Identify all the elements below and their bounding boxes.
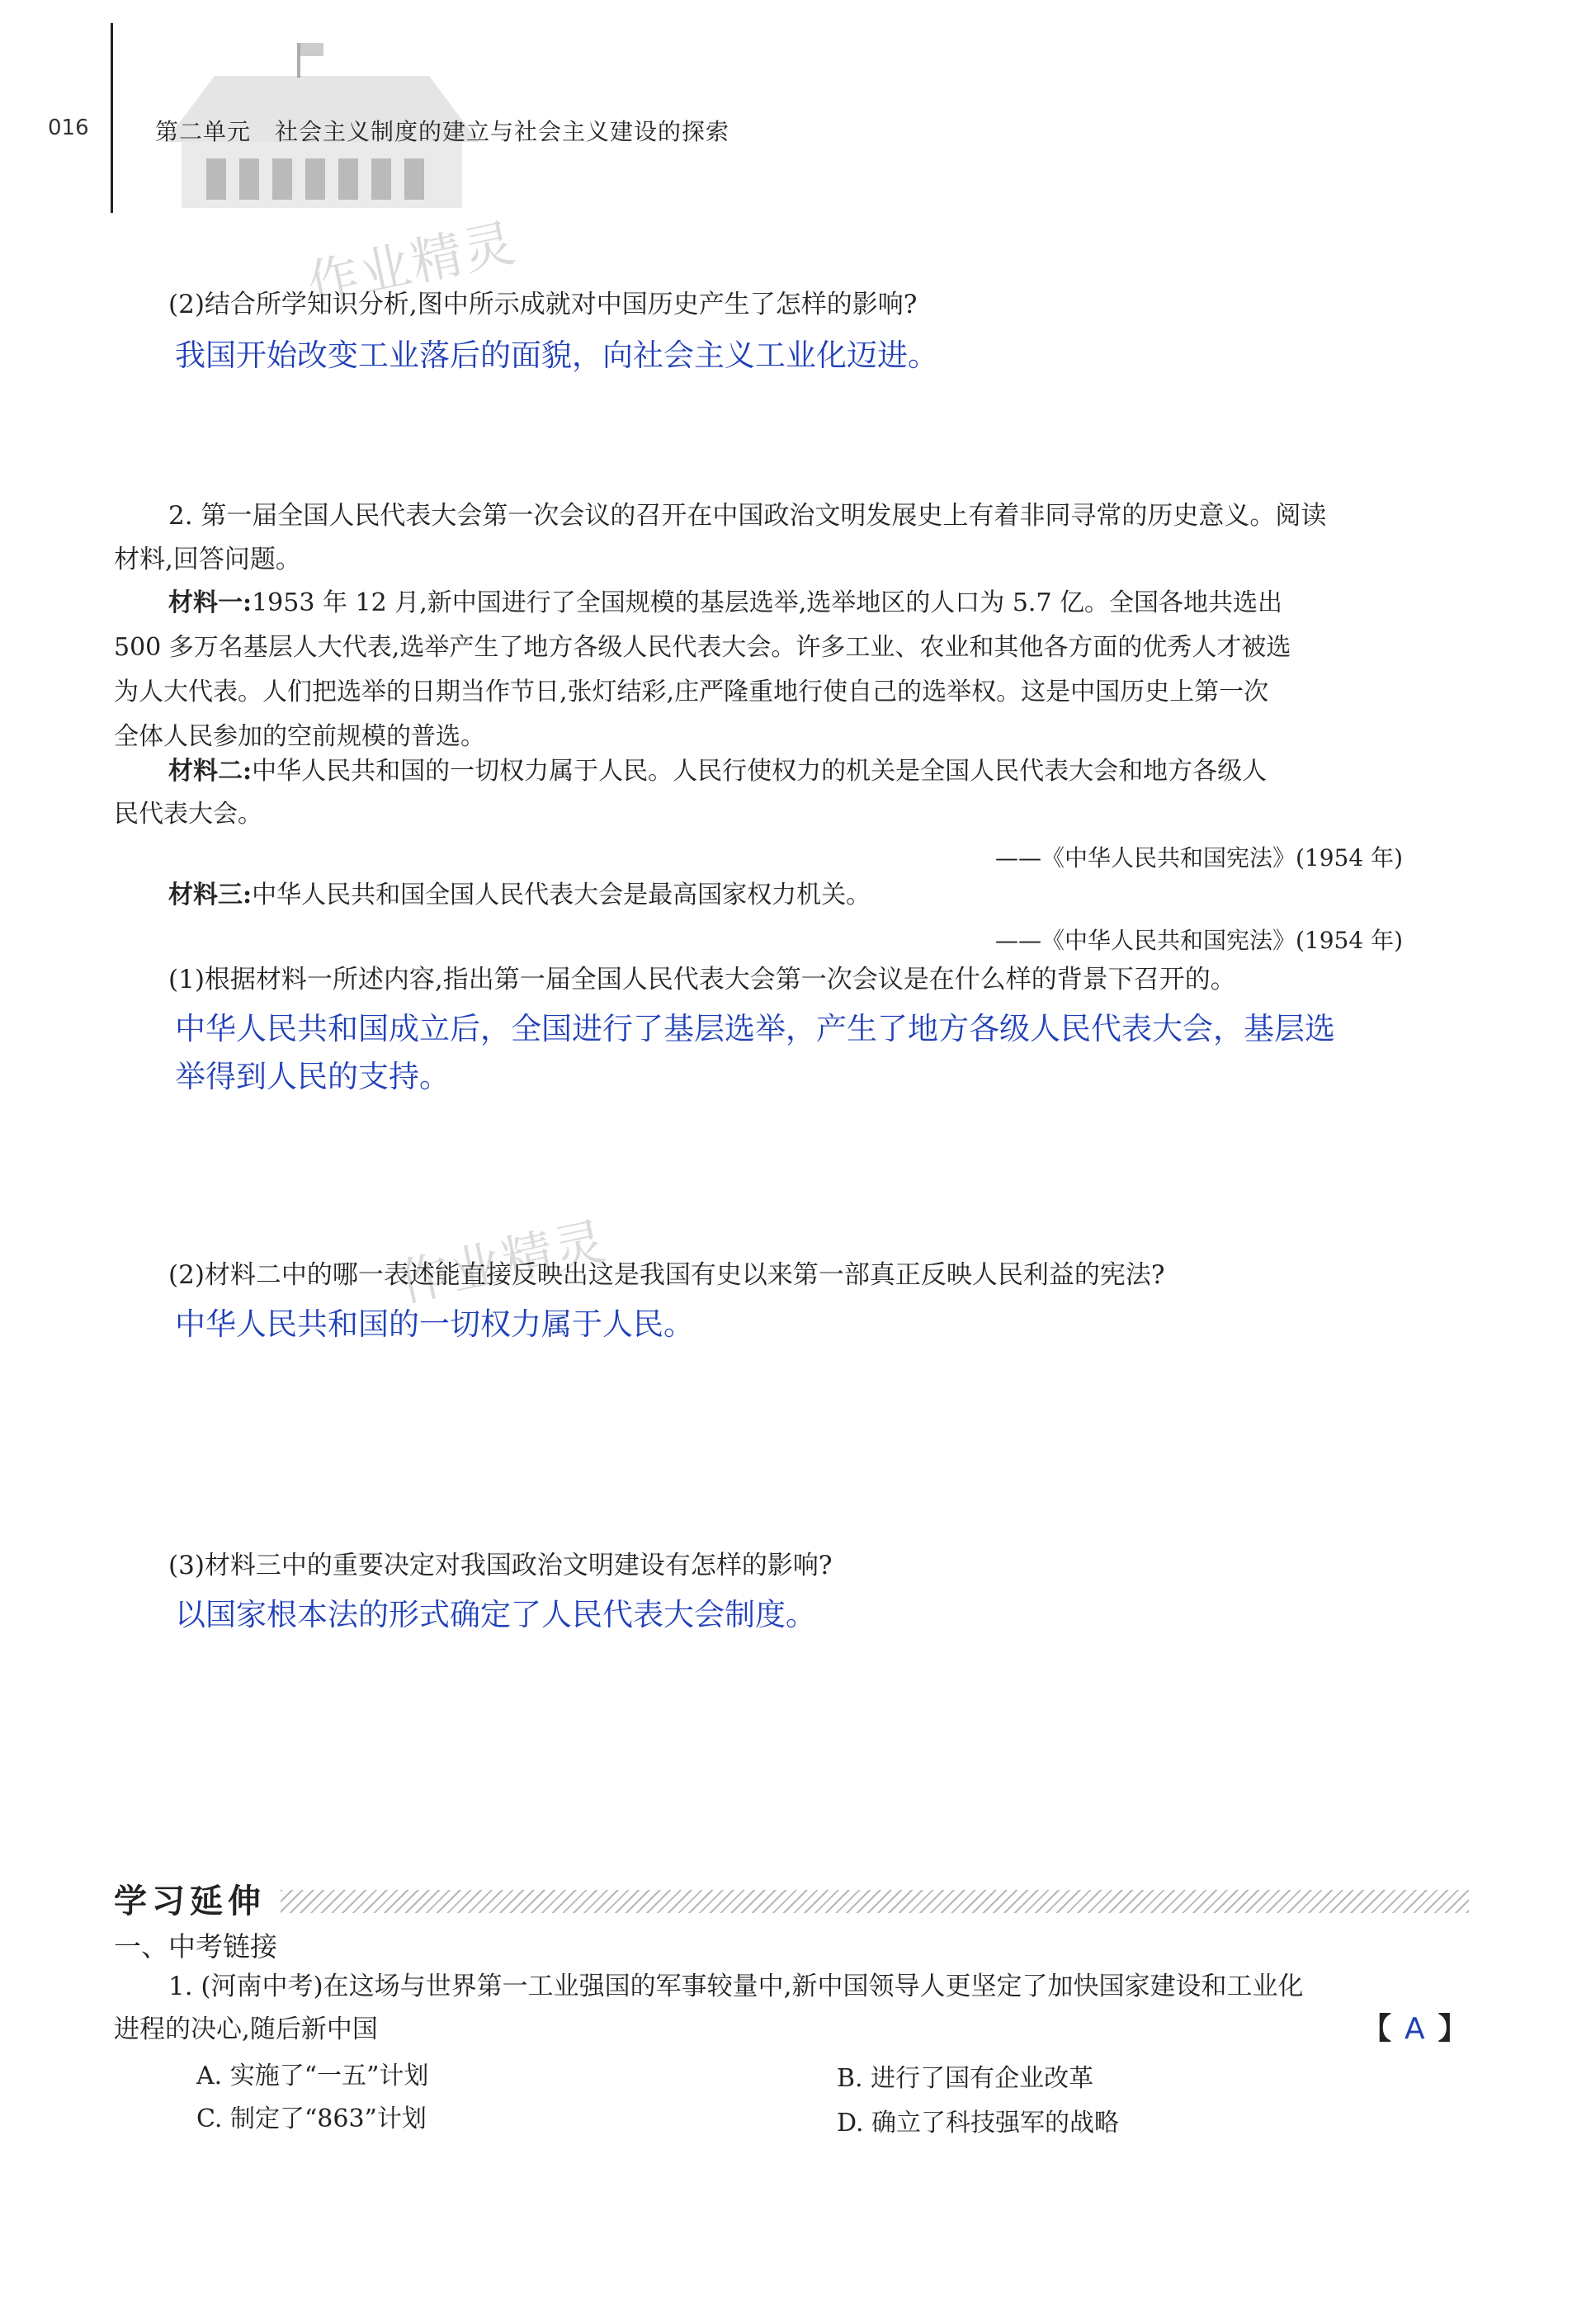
material-1-line2: 500 多万名基层人大代表,选举产生了地方各级人民代表大会。许多工业、农业和其他各方面的优秀人才被选 [114,633,1291,662]
answer-bracket: 【 A 】 [1362,2012,1468,2046]
subsection-title: 一、中考链接 [114,1930,277,1963]
answer-2-3: 以国家根本法的形式确定了人民代表大会制度。 [175,1597,816,1632]
question-2-3: (3)材料三中的重要决定对我国政治文明建设有怎样的影响? [168,1551,833,1580]
answer-choice: A [1405,2012,1425,2046]
question-2-2: (2)材料二中的哪一表述能直接反映出这是我国有史以来第一部真正反映人民利益的宪法? [168,1260,1165,1290]
extension-question-1-line2: 进程的决心,随后新中国 [114,2015,378,2044]
option-c: C. 制定了“863”计划 [196,2104,427,2133]
question-2-1: (1)根据材料一所述内容,指出第一届全国人民代表大会第一次会议是在什么样的背景下召开的。 [168,965,1236,994]
question-1-2: (2)结合所学知识分析,图中所示成就对中国历史产生了怎样的影响? [168,290,918,319]
option-a: A. 实施了“一五”计划 [196,2062,429,2090]
extension-question-1-line1: 1. (河南中考)在这场与世界第一工业强国的军事较量中,新中国领导人更坚定了加快国家建设和工业化 [168,1972,1304,2001]
answer-2-1-line2: 举得到人民的支持。 [175,1059,450,1094]
option-d: D. 确立了科技强军的战略 [837,2109,1120,2137]
answer-2-2: 中华人民共和国的一切权力属于人民。 [175,1306,694,1342]
material-2-source: ——《中华人民共和国宪法》(1954 年) [994,844,1403,872]
unit-title: 第二单元 社会主义制度的建立与社会主义建设的探索 [155,118,730,145]
option-b: B. 进行了国有企业改革 [837,2064,1094,2093]
material-3-label: 材料三: [168,881,253,909]
material-2-label: 材料二: [168,757,253,786]
header-divider [111,23,113,213]
material-1-label: 材料一: [168,588,253,617]
section-title: 学习延伸 [114,1882,266,1920]
material-1-line3: 为人大代表。人们把选举的日期当作节日,张灯结彩,庄严隆重地行使自己的选举权。这是中国历史上第一次 [114,678,1269,706]
watermark: 作业精灵 [302,212,522,315]
question-2-intro-line2: 材料,回答问题。 [114,545,301,574]
section-title-decoration [281,1890,1469,1913]
material-2-line2: 民代表大会。 [114,800,262,829]
watermark: 作业精灵 [393,1211,612,1314]
material-1-line1: 材料一:1953 年 12 月,新中国进行了全国规模的基层选举,选举地区的人口为 5.7 亿。全国各地共选出 [168,588,1283,617]
material-2-line1: 材料二:中华人民共和国的一切权力属于人民。人民行使权力的机关是全国人民代表大会和地方各级人 [168,757,1268,786]
page-number: 016 [48,116,89,140]
answer-2-1-line1: 中华人民共和国成立后，全国进行了基层选举，产生了地方各级人民代表大会，基层选 [175,1011,1335,1046]
answer-1-2: 我国开始改变工业落后的面貌，向社会主义工业化迈进。 [175,338,938,373]
material-1-line4: 全体人民参加的空前规模的普选。 [114,722,485,751]
material-3: 材料三:中华人民共和国全国人民代表大会是最高国家权力机关。 [168,881,871,909]
question-2-intro-line1: 2. 第一届全国人民代表大会第一次会议的召开在中国政治文明发展史上有着非同寻常的历史意义。阅读 [168,501,1327,531]
material-3-source: ——《中华人民共和国宪法》(1954 年) [994,927,1403,954]
